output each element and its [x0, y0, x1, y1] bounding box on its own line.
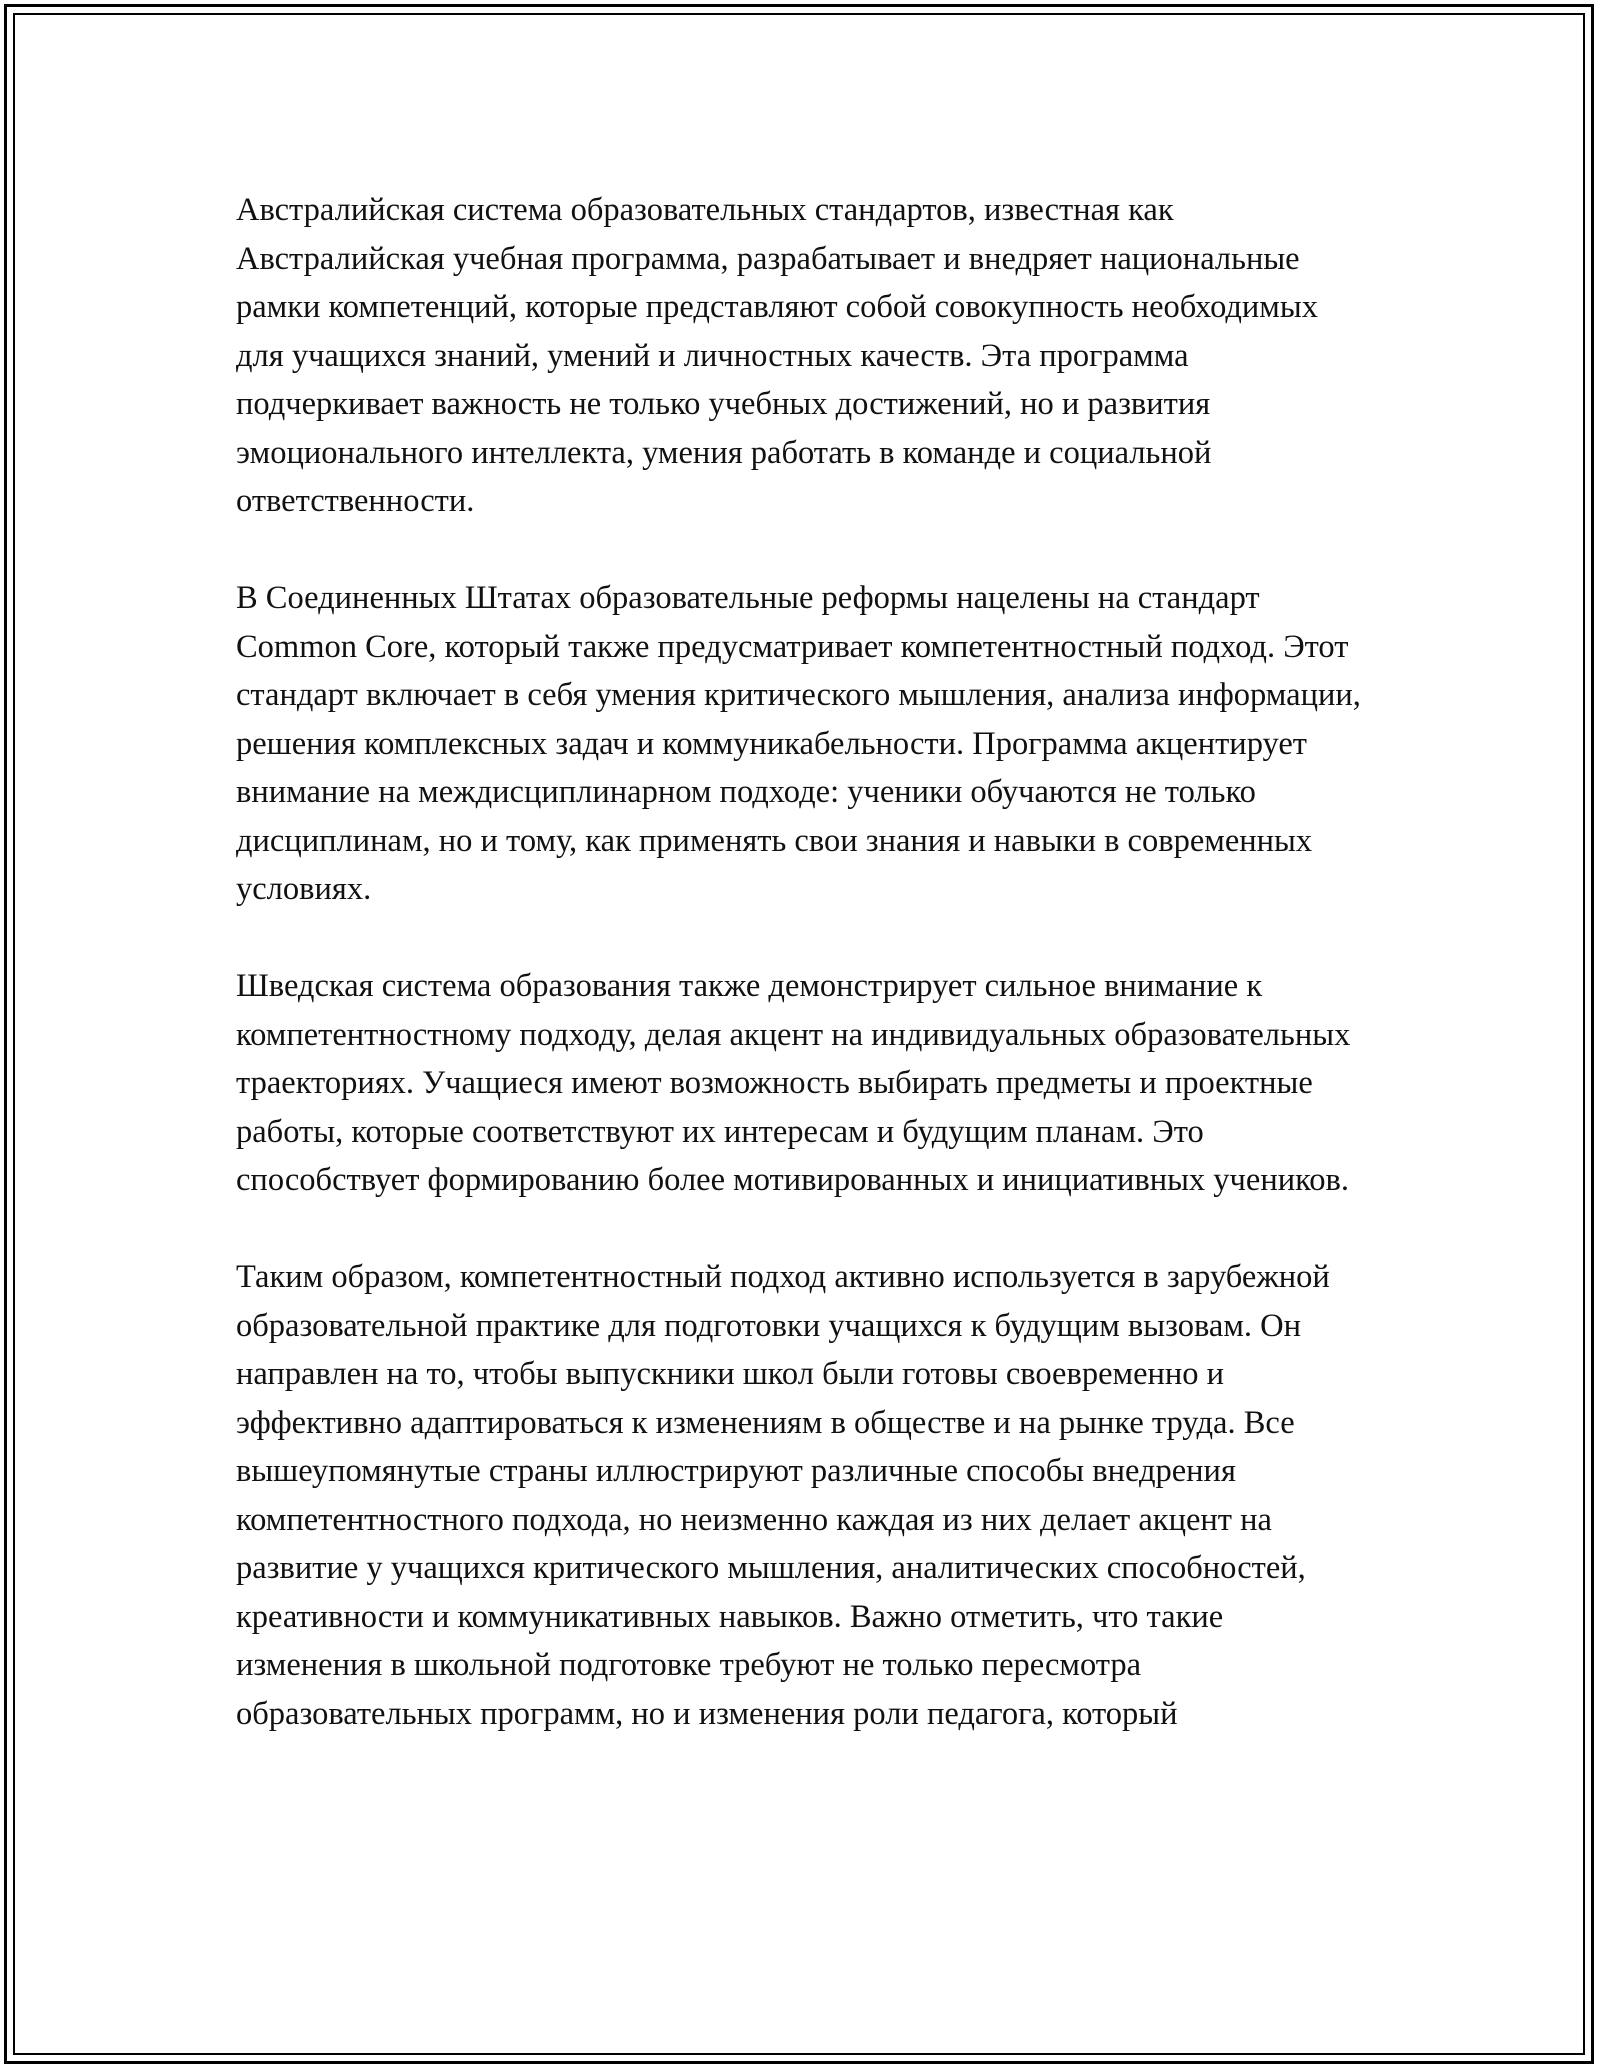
paragraph-sweden: Шведская система образования также демонстрирует сильное внимание к компетентностному подходу, делая акцент на индивидуальных образовательных траекториях. Учащиеся имеют возможность выбирать предметы и проектные работы, которые соответствуют их интересам и будущим планам. Это способствует формированию более мотивированных и инициативных учеников.: [236, 968, 1351, 1198]
paragraph-conclusion: Таким образом, компетентностный подход активно используется в зарубежной образовательной практике для подготовки учащихся к будущим вызовам. Он направлен на то, чтобы выпускники школ были готовы своевременно и эффективно адаптироваться к изменениям в обществе и на рынке труда. Все вышеупомянутые страны иллюстрируют различные способы внедрения компетентностного подхода, но неизменно каждая из них делает акцент на развитие у учащихся критического мышления, аналитических способностей, креативности и коммуникативных навыков. Важно отметить, что такие изменения в школьной подготовке требуют не только пересмотра образовательных программ, но и изменения роли педагога, который: [236, 1259, 1330, 1732]
document-body: [236, 186, 1366, 1738]
paragraph-australia: Австралийская система образовательных стандартов, известная как Австралийская учебная программа, разрабатывает и внедряет национальные рамки компетенций, которые представляют собой совокупность необходимых для учащихся знаний, умений и личностных качеств. Эта программа подчеркивает важность не только учебных достижений, но и развития эмоционального интеллекта, умения работать в команде и социальной ответственности.: [236, 192, 1318, 519]
paragraph-usa: В Соединенных Штатах образовательные реформы нацелены на стандарт Common Core, который также предусматривает компетентностный подход. Этот стандарт включает в себя умения критического мышления, анализа информации, решения комплексных задач и коммуникабельности. Программа акцентирует внимание на междисциплинарном подходе: ученики обучаются не только дисциплинам, но и тому, как применять свои знания и навыки в современных условиях.: [236, 580, 1361, 907]
